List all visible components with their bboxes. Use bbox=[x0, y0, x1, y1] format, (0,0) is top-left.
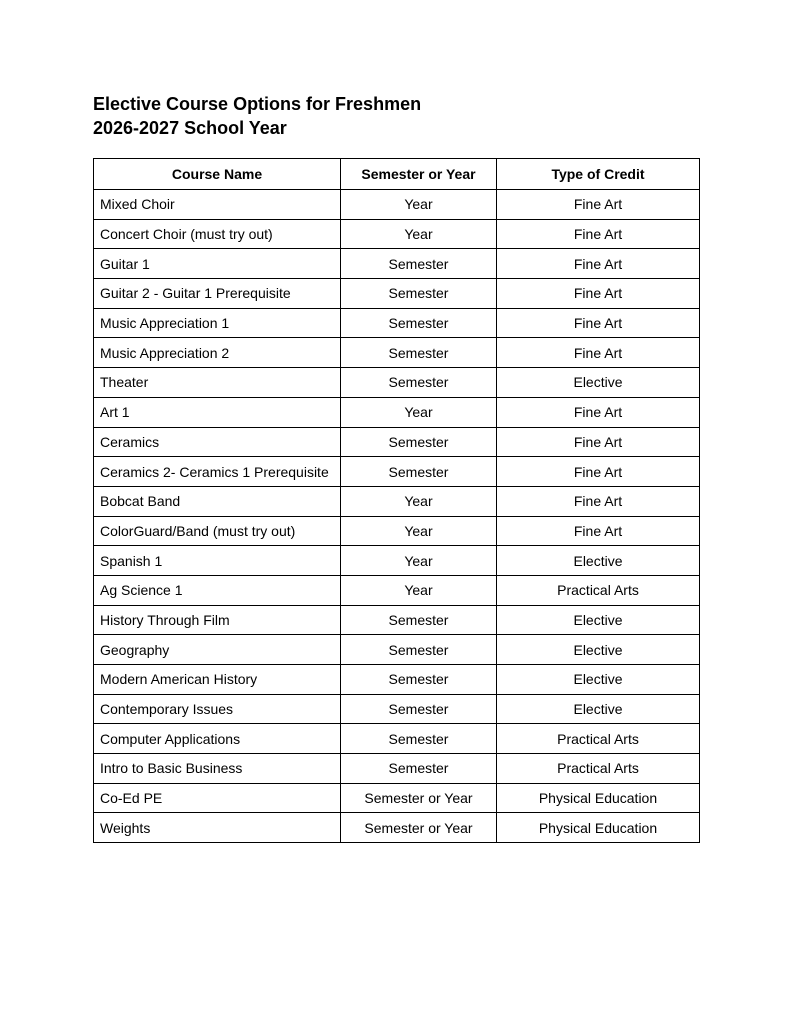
semester-or-year-cell: Semester bbox=[341, 605, 497, 635]
table-row bbox=[94, 754, 700, 784]
table-row bbox=[94, 308, 700, 338]
course-name-cell: Intro to Basic Business bbox=[94, 754, 341, 784]
type-of-credit-cell: Fine Art bbox=[497, 486, 700, 516]
type-of-credit-cell: Elective bbox=[497, 605, 700, 635]
table-row bbox=[94, 457, 700, 487]
type-of-credit-cell: Fine Art bbox=[497, 308, 700, 338]
type-of-credit-cell: Fine Art bbox=[497, 190, 700, 220]
course-name-cell: Theater bbox=[94, 368, 341, 398]
course-name-cell: Contemporary Issues bbox=[94, 694, 341, 724]
table-row bbox=[94, 279, 700, 309]
course-name-cell: Geography bbox=[94, 635, 341, 665]
table-row bbox=[94, 486, 700, 516]
semester-or-year-cell: Semester bbox=[341, 427, 497, 457]
table-row bbox=[94, 813, 700, 843]
type-of-credit-cell: Physical Education bbox=[497, 783, 700, 813]
header-type-of-credit: Type of Credit bbox=[497, 159, 700, 190]
course-name-cell: Mixed Choir bbox=[94, 190, 341, 220]
table-row bbox=[94, 575, 700, 605]
table-row bbox=[94, 368, 700, 398]
semester-or-year-cell: Year bbox=[341, 397, 497, 427]
semester-or-year-cell: Semester bbox=[341, 665, 497, 695]
type-of-credit-cell: Elective bbox=[497, 368, 700, 398]
table-row bbox=[94, 397, 700, 427]
table-row bbox=[94, 635, 700, 665]
table-row bbox=[94, 783, 700, 813]
course-name-cell: Guitar 1 bbox=[94, 249, 341, 279]
course-table bbox=[93, 158, 700, 843]
type-of-credit-cell: Physical Education bbox=[497, 813, 700, 843]
semester-or-year-cell: Semester bbox=[341, 694, 497, 724]
course-name-cell: Music Appreciation 2 bbox=[94, 338, 341, 368]
semester-or-year-cell: Semester bbox=[341, 308, 497, 338]
semester-or-year-cell: Semester bbox=[341, 635, 497, 665]
semester-or-year-cell: Semester bbox=[341, 754, 497, 784]
table-row bbox=[94, 665, 700, 695]
table-row bbox=[94, 694, 700, 724]
table-header bbox=[94, 159, 700, 190]
course-name-cell: Modern American History bbox=[94, 665, 341, 695]
course-name-cell: Weights bbox=[94, 813, 341, 843]
type-of-credit-cell: Fine Art bbox=[497, 427, 700, 457]
type-of-credit-cell: Fine Art bbox=[497, 516, 700, 546]
type-of-credit-cell: Practical Arts bbox=[497, 724, 700, 754]
semester-or-year-cell: Year bbox=[341, 486, 497, 516]
table-row bbox=[94, 338, 700, 368]
title-line-2: 2026-2027 School Year bbox=[93, 118, 287, 138]
course-name-cell: Art 1 bbox=[94, 397, 341, 427]
course-name-cell: Music Appreciation 1 bbox=[94, 308, 341, 338]
type-of-credit-cell: Elective bbox=[497, 665, 700, 695]
semester-or-year-cell: Year bbox=[341, 575, 497, 605]
table-row bbox=[94, 219, 700, 249]
document-title bbox=[93, 92, 421, 140]
semester-or-year-cell: Semester or Year bbox=[341, 813, 497, 843]
type-of-credit-cell: Elective bbox=[497, 694, 700, 724]
type-of-credit-cell: Practical Arts bbox=[497, 575, 700, 605]
header-semester-or-year: Semester or Year bbox=[341, 159, 497, 190]
table-row bbox=[94, 516, 700, 546]
type-of-credit-cell: Elective bbox=[497, 546, 700, 576]
semester-or-year-cell: Semester bbox=[341, 368, 497, 398]
title-line-1: Elective Course Options for Freshmen bbox=[93, 94, 422, 114]
semester-or-year-cell: Semester or Year bbox=[341, 783, 497, 813]
course-name-cell: Guitar 2 - Guitar 1 Prerequisite bbox=[94, 279, 341, 309]
table-body bbox=[94, 190, 700, 843]
table-row bbox=[94, 724, 700, 754]
semester-or-year-cell: Year bbox=[341, 190, 497, 220]
type-of-credit-cell: Fine Art bbox=[497, 219, 700, 249]
type-of-credit-cell: Fine Art bbox=[497, 397, 700, 427]
table-row bbox=[94, 427, 700, 457]
semester-or-year-cell: Year bbox=[341, 546, 497, 576]
course-name-cell: Co-Ed PE bbox=[94, 783, 341, 813]
course-name-cell: Ag Science 1 bbox=[94, 575, 341, 605]
table-row bbox=[94, 190, 700, 220]
semester-or-year-cell: Year bbox=[341, 219, 497, 249]
type-of-credit-cell: Fine Art bbox=[497, 279, 700, 309]
course-name-cell: Ceramics bbox=[94, 427, 341, 457]
type-of-credit-cell: Fine Art bbox=[497, 338, 700, 368]
header-row bbox=[94, 159, 700, 190]
table-row bbox=[94, 249, 700, 279]
course-name-cell: Bobcat Band bbox=[94, 486, 341, 516]
header-course-name: Course Name bbox=[94, 159, 341, 190]
semester-or-year-cell: Semester bbox=[341, 249, 497, 279]
semester-or-year-cell: Semester bbox=[341, 338, 497, 368]
semester-or-year-cell: Year bbox=[341, 516, 497, 546]
type-of-credit-cell: Fine Art bbox=[497, 249, 700, 279]
table-row bbox=[94, 546, 700, 576]
course-name-cell: Computer Applications bbox=[94, 724, 341, 754]
semester-or-year-cell: Semester bbox=[341, 724, 497, 754]
semester-or-year-cell: Semester bbox=[341, 279, 497, 309]
course-name-cell: Concert Choir (must try out) bbox=[94, 219, 341, 249]
course-name-cell: History Through Film bbox=[94, 605, 341, 635]
course-name-cell: ColorGuard/Band (must try out) bbox=[94, 516, 341, 546]
type-of-credit-cell: Fine Art bbox=[497, 457, 700, 487]
type-of-credit-cell: Elective bbox=[497, 635, 700, 665]
table-row bbox=[94, 605, 700, 635]
type-of-credit-cell: Practical Arts bbox=[497, 754, 700, 784]
course-name-cell: Ceramics 2- Ceramics 1 Prerequisite bbox=[94, 457, 341, 487]
semester-or-year-cell: Semester bbox=[341, 457, 497, 487]
course-name-cell: Spanish 1 bbox=[94, 546, 341, 576]
